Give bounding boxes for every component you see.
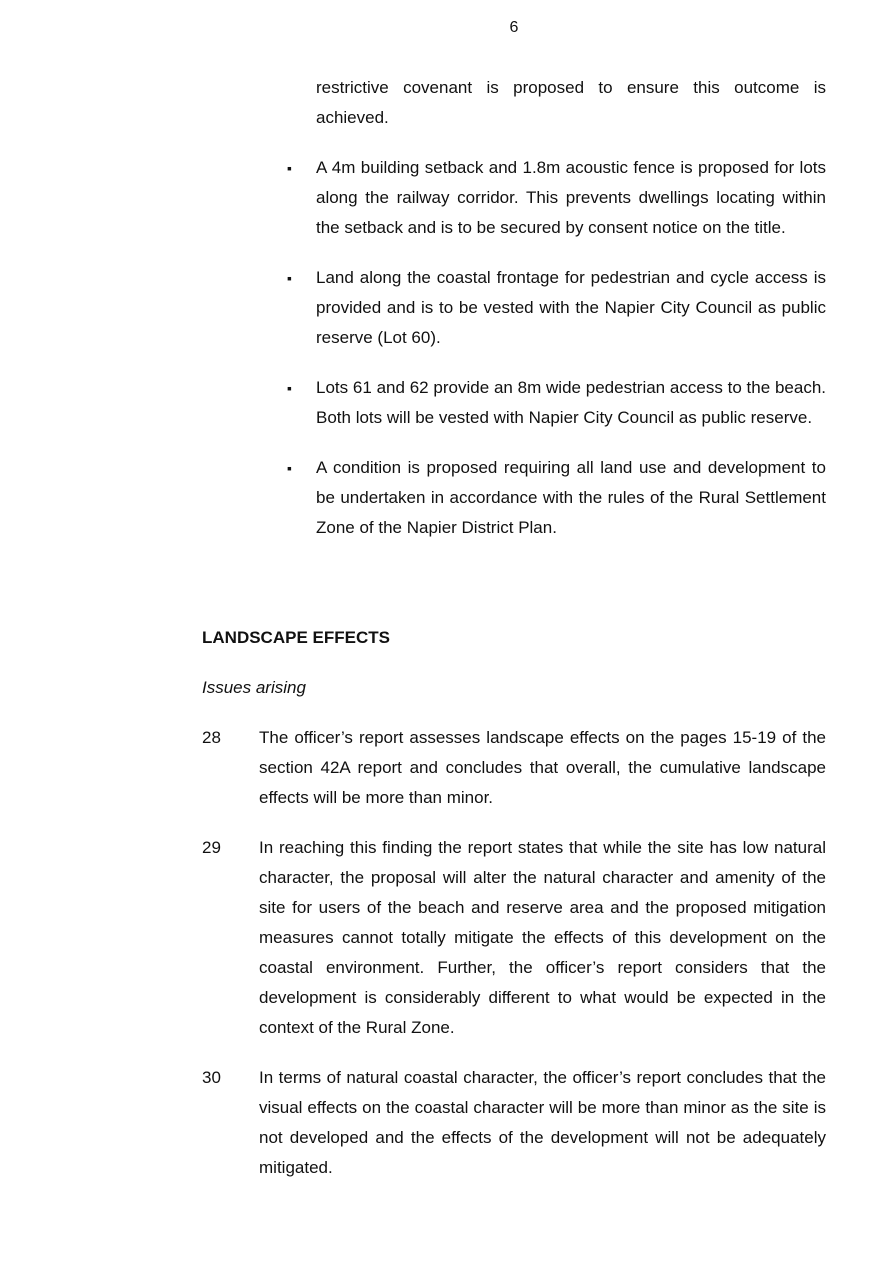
paragraph-text: In reaching this finding the report states that while the site has low natural character, the proposal will alter the natural character and amenity of the site for users of the beach and reserve area and the proposed mitigation measures cannot totally mitigate the effects of this development on the coastal environment. Further, the officer’s report considers that the development is considerably different to what would be expected in the context of the Rural Zone. [259,838,826,1037]
list-item [287,373,826,433]
paragraph-number: 29 [202,838,221,857]
bullet-marker: ▪ [287,270,292,286]
bullet-text: Lots 61 and 62 provide an 8m wide pedestrian access to the beach. Both lots will be vested with Napier City Council as public reserve. [316,378,826,427]
numbered-paragraph [202,723,826,813]
section-heading: LANDSCAPE EFFECTS [202,628,390,647]
paragraph-number: 30 [202,1068,221,1087]
continued-bullet-text: restrictive covenant is proposed to ensure this outcome is achieved. [316,78,826,127]
numbered-paragraph [202,833,826,1043]
bullet-list [0,153,880,563]
paragraph-text: The officer’s report assesses landscape effects on the pages 15-19 of the section 42A report and concludes that overall, the cumulative landscape effects will be more than minor. [259,728,826,807]
page-number-row [0,19,880,37]
section-subheading: Issues arising [202,678,306,697]
bullet-text: A condition is proposed requiring all land use and development to be undertaken in accordance with the rules of the Rural Settlement Zone of the Napier District Plan. [316,458,826,537]
numbered-paragraph [202,1063,826,1183]
bullet-text: A 4m building setback and 1.8m acoustic fence is proposed for lots along the railway corridor. This prevents dwellings locating within the setback and is to be secured by consent notice on the title. [316,158,826,237]
bullet-marker: ▪ [287,160,292,176]
list-item [287,453,826,543]
paragraph-number: 28 [202,728,221,747]
page-number: 6 [509,19,519,36]
numbered-paragraph-list [0,723,880,1203]
paragraph-text: In terms of natural coastal character, the officer’s report concludes that the visual effects on the coastal character will be more than minor as the site is not developed and the effects of the development will not be adequately mitigated. [259,1068,826,1177]
bullet-text: Land along the coastal frontage for pedestrian and cycle access is provided and is to be vested with the Napier City Council as public reserve (Lot 60). [316,268,826,347]
list-item [287,263,826,353]
bullet-marker: ▪ [287,460,292,476]
list-item [287,153,826,243]
bullet-marker: ▪ [287,380,292,396]
